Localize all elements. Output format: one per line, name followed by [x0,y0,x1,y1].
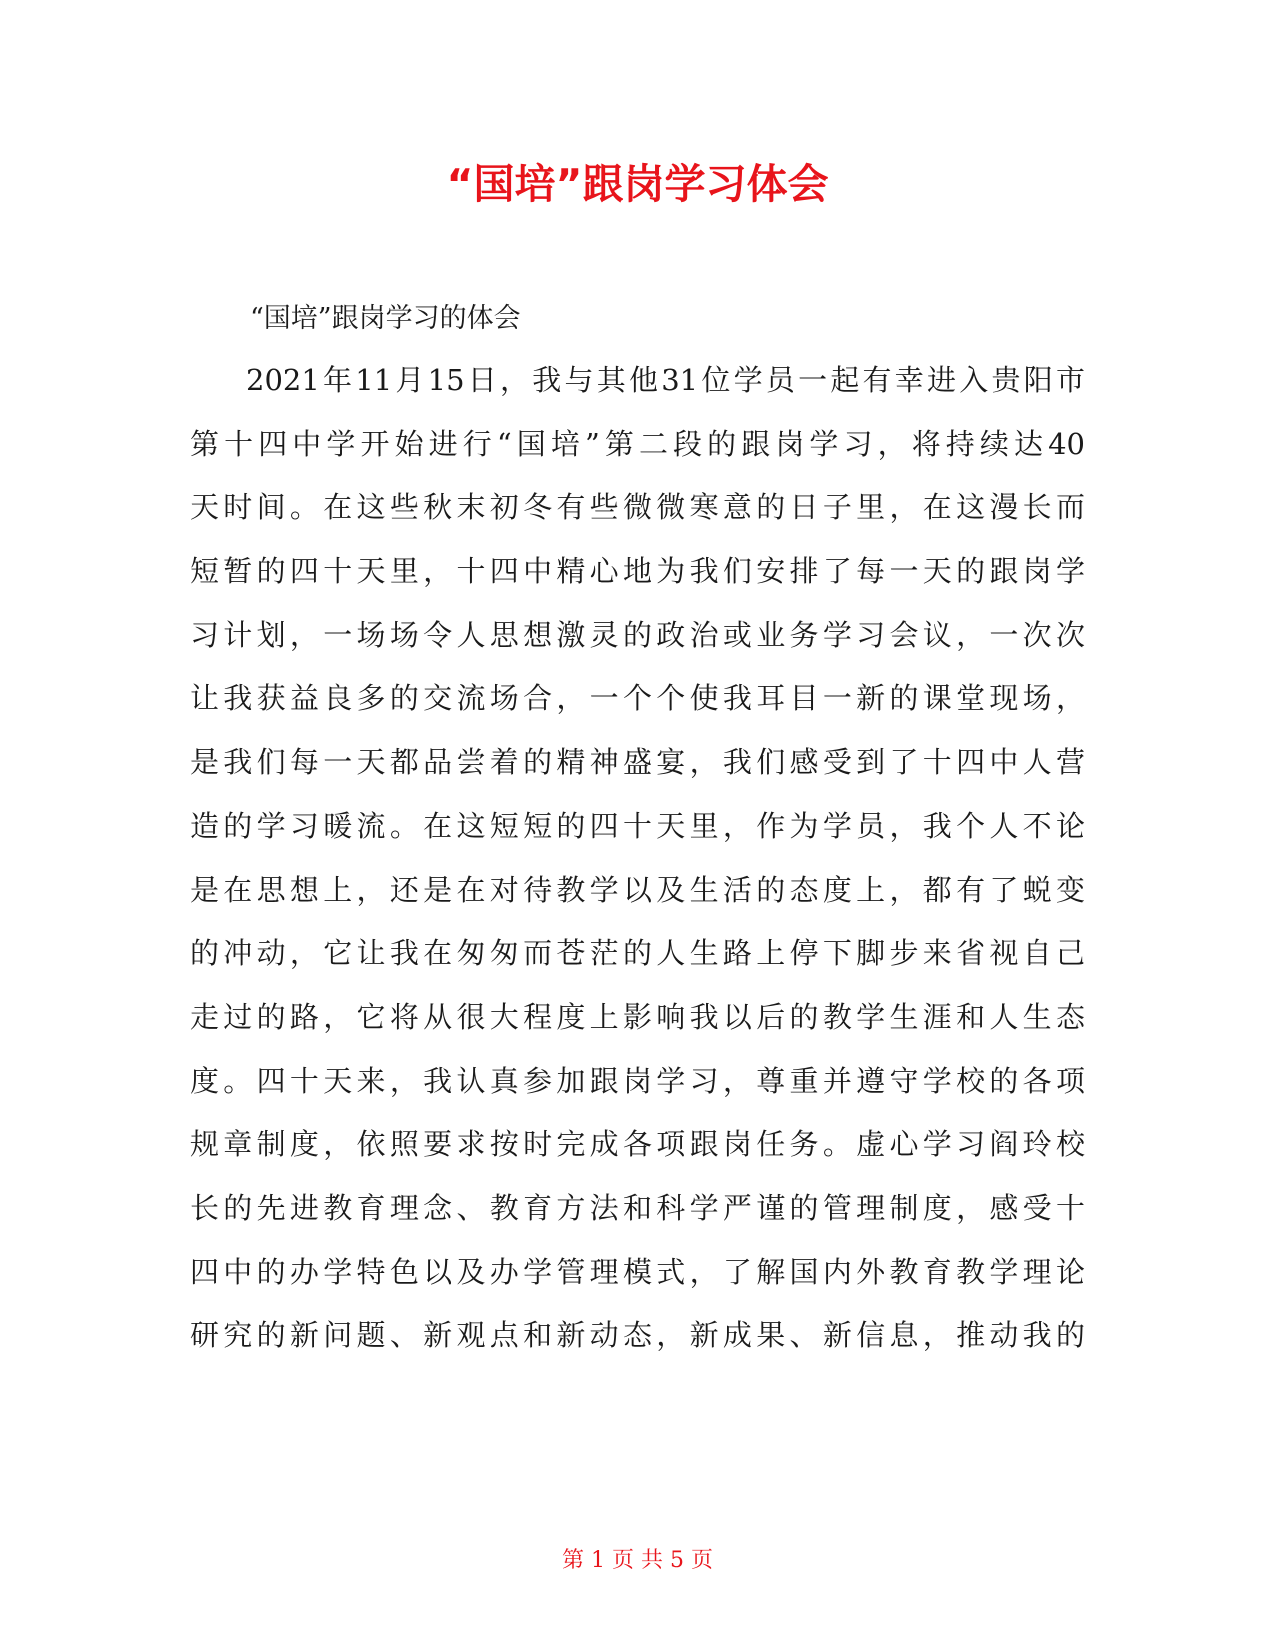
body-line: 是在思想上，还是在对待教学以及生活的态度上，都有了蜕变 [190,872,1085,907]
body-line: 度。四十天来，我认真参加跟岗学习，尊重并遵守学校的各项 [190,1063,1085,1098]
body-line: 让我获益良多的交流场合，一个个使我耳目一新的课堂现场， [190,681,1085,716]
body-line: 造的学习暖流。在这短短的四十天里，作为学员，我个人不论 [190,808,1085,843]
page-number-footer: 第 1 页 共 5 页 [562,1548,713,1573]
body-line: 研究的新问题、新观点和新动态，新成果、新信息，推动我的 [190,1318,1085,1353]
body-text [190,360,1090,1379]
body-line: 第十四中学开始进行“国培”第二段的跟岗学习，将持续达40 [190,426,1085,461]
body-line: 的冲动，它让我在匆匆而苍茫的人生路上停下脚步来省视自己 [190,936,1085,971]
body-line: 短暂的四十天里，十四中精心地为我们安排了每一天的跟岗学 [190,554,1085,589]
body-line: 是我们每一天都品尝着的精神盛宴，我们感受到了十四中人营 [190,745,1085,780]
body-line: 四中的办学特色以及办学管理模式，了解国内外教育教学理论 [190,1254,1085,1289]
document-title: “国培”跟岗学习体会 [446,160,829,208]
body-line: 走过的路，它将从很大程度上影响我以后的教学生涯和人生态 [190,999,1085,1034]
body-line: 天时间。在这些秋末初冬有些微微寒意的日子里，在这漫长而 [190,490,1085,525]
body-line: 规章制度，依照要求按时完成各项跟岗任务。虚心学习阎玲校 [190,1127,1085,1162]
document-subtitle: “国培”跟岗学习的体会 [250,303,521,334]
body-line: 习计划，一场场令人思想激灵的政治或业务学习会议，一次次 [190,617,1085,652]
body-line: 长的先进教育理念、教育方法和科学严谨的管理制度，感受十 [190,1190,1085,1225]
body-line: 2021年11月15日，我与其他31位学员一起有幸进入贵阳市 [246,363,1085,397]
